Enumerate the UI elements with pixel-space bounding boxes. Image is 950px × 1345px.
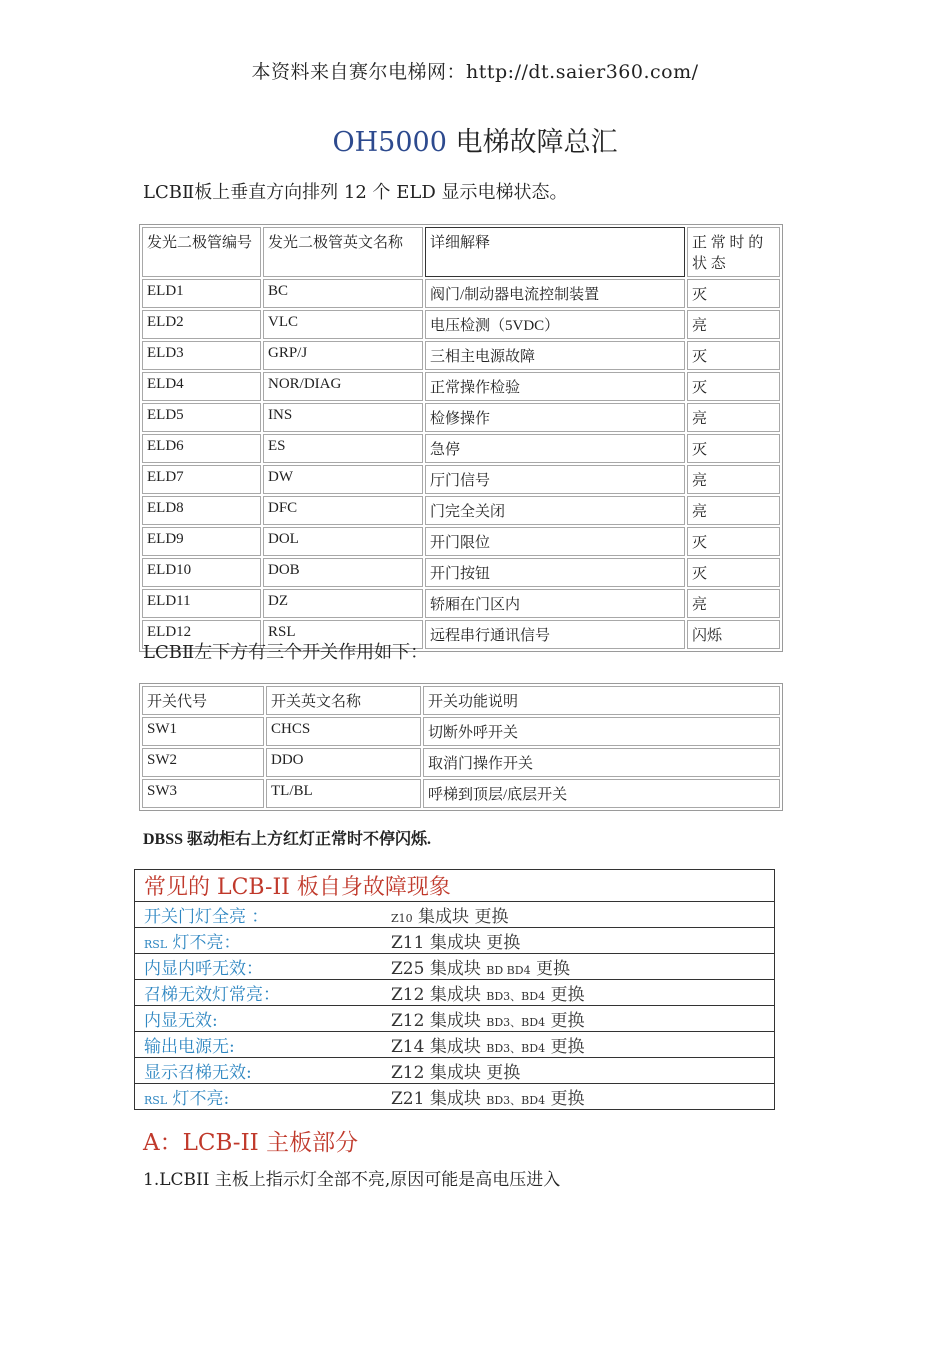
header-cell: 开关代号 <box>142 686 264 715</box>
eld-normal-state: 灭 <box>687 434 780 463</box>
eld-name: GRP/J <box>263 341 423 370</box>
table-row <box>142 465 780 494</box>
remedy-action: 更换 <box>550 1037 585 1057</box>
eld-code: ELD2 <box>142 310 261 339</box>
eld-normal-state: 灭 <box>687 372 780 401</box>
table-row <box>142 717 780 746</box>
fault-remedy <box>382 980 775 1006</box>
table-row <box>135 928 775 954</box>
eld-name: ES <box>263 434 423 463</box>
fault-remedy <box>382 1032 775 1058</box>
table-row <box>142 434 780 463</box>
switch-code: SW2 <box>142 748 264 777</box>
eld-detail: 三相主电源故障 <box>425 341 685 370</box>
remedy-action: 更换 <box>486 933 521 953</box>
table-header-row <box>142 686 780 715</box>
eld-normal-state: 亮 <box>687 403 780 432</box>
symptom-text: 灯不亮： <box>172 933 241 953</box>
header-cell: 发光二极管英文名称 <box>263 227 423 277</box>
title-text: 电梯故障总汇 <box>455 127 618 158</box>
eld-code: ELD6 <box>142 434 261 463</box>
section-a-item-1: 1.LCBII 主板上指示灯全部不亮,原因可能是高电压进入 <box>143 1170 561 1190</box>
title-model-code: OH5000 <box>332 127 447 158</box>
chip-type: 集成块 <box>429 1037 481 1057</box>
table-row <box>135 980 775 1006</box>
board-refs: BD3、BD4 <box>486 990 546 1003</box>
table-row <box>142 527 780 556</box>
chip-type: 集成块 <box>429 1011 481 1031</box>
switch-code: SW3 <box>142 779 264 808</box>
remedy-action: 更换 <box>550 1089 585 1109</box>
table-row <box>135 1032 775 1058</box>
remedy-action: 更换 <box>535 959 570 979</box>
eld-detail: 检修操作 <box>425 403 685 432</box>
table-header-row <box>142 227 780 277</box>
eld-section-intro: LCBⅡ板上垂直方向排列 12 个 ELD 显示电梯状态。 <box>143 182 568 203</box>
source-header: 本资料来自赛尔电梯网：http://dt.saier360.com/ <box>251 61 699 83</box>
switch-function: 呼梯到顶层/底层开关 <box>423 779 780 808</box>
eld-name: BC <box>263 279 423 308</box>
section-a-heading: A：LCB-II 主板部分 <box>143 1130 359 1156</box>
table-row <box>135 954 775 980</box>
fault-symptom: 内显无效: <box>135 1006 383 1032</box>
header-cell: 发光二极管编号 <box>142 227 261 277</box>
table-row <box>135 1058 775 1084</box>
table-row <box>142 748 780 777</box>
eld-name: VLC <box>263 310 423 339</box>
chip-code: Z14 <box>391 1037 425 1057</box>
chip-code: Z25 <box>391 959 425 979</box>
remedy-action: 更换 <box>486 1063 521 1083</box>
remedy-action: 更换 <box>550 985 585 1005</box>
table-row <box>142 279 780 308</box>
fault-remedy <box>382 1084 775 1110</box>
fault-remedy <box>382 1006 775 1032</box>
table-row <box>135 902 775 928</box>
table-row <box>142 779 780 808</box>
eld-code: ELD5 <box>142 403 261 432</box>
chip-type: 集成块 <box>429 985 481 1005</box>
fault-symptom: 显示召梯无效: <box>135 1058 383 1084</box>
eld-detail: 开门按钮 <box>425 558 685 587</box>
table-row <box>142 372 780 401</box>
fault-symptom: 开关门灯全亮 ： <box>135 902 383 928</box>
eld-detail: 厅门信号 <box>425 465 685 494</box>
eld-code: ELD12 <box>142 620 261 649</box>
eld-name: DW <box>263 465 423 494</box>
fault-symptom: 输出电源无: <box>135 1032 383 1058</box>
dbss-note: DBSS 驱动柜右上方红灯正常时不停闪烁. <box>143 831 432 848</box>
eld-name: DOB <box>263 558 423 587</box>
chip-code: Z12 <box>391 1011 425 1031</box>
eld-normal-state: 亮 <box>687 465 780 494</box>
fault-remedy <box>382 902 775 928</box>
chip-type: 集成块 <box>429 933 481 953</box>
switch-code: SW1 <box>142 717 264 746</box>
fault-title-row <box>135 870 775 902</box>
symptom-prefix: RSL <box>144 1094 168 1107</box>
eld-detail: 急停 <box>425 434 685 463</box>
table-row <box>142 403 780 432</box>
fault-table <box>134 869 775 1110</box>
eld-name: DFC <box>263 496 423 525</box>
eld-normal-state: 闪烁 <box>687 620 780 649</box>
eld-code: ELD4 <box>142 372 261 401</box>
symptom-text: 灯不亮: <box>172 1089 230 1109</box>
board-refs: BD3、BD4 <box>486 1094 546 1107</box>
switch-name: TL/BL <box>266 779 421 808</box>
fault-symptom <box>135 928 383 954</box>
eld-normal-state: 亮 <box>687 310 780 339</box>
chip-code: Z12 <box>391 1063 425 1083</box>
fault-remedy <box>382 1058 775 1084</box>
eld-detail: 开门限位 <box>425 527 685 556</box>
eld-normal-state: 灭 <box>687 558 780 587</box>
eld-code: ELD8 <box>142 496 261 525</box>
header-cell: 详细解释 <box>425 227 685 277</box>
eld-name: RSL <box>263 620 423 649</box>
header-cell: 开关英文名称 <box>266 686 421 715</box>
eld-name: DOL <box>263 527 423 556</box>
eld-normal-state: 灭 <box>687 279 780 308</box>
eld-code: ELD1 <box>142 279 261 308</box>
fault-symptom <box>135 1084 383 1110</box>
eld-name: NOR/DIAG <box>263 372 423 401</box>
eld-name: INS <box>263 403 423 432</box>
eld-normal-state: 亮 <box>687 589 780 618</box>
chip-code: Z10 <box>391 912 413 925</box>
eld-name: DZ <box>263 589 423 618</box>
switch-table <box>139 683 783 811</box>
eld-detail: 阀门/制动器电流控制装置 <box>425 279 685 308</box>
table-row <box>142 341 780 370</box>
remedy-action: 更换 <box>550 1011 585 1031</box>
remedy-action: 更换 <box>474 907 509 927</box>
table-row <box>142 310 780 339</box>
chip-type: 集成块 <box>429 1089 481 1109</box>
eld-code: ELD7 <box>142 465 261 494</box>
header-cell: 开关功能说明 <box>423 686 780 715</box>
switch-section-intro: LCBⅡ左下方有三个开关作用如下： <box>143 642 429 663</box>
switch-function: 切断外呼开关 <box>423 717 780 746</box>
eld-normal-state: 灭 <box>687 527 780 556</box>
table-row <box>142 589 780 618</box>
eld-detail: 轿厢在门区内 <box>425 589 685 618</box>
table-row <box>142 558 780 587</box>
eld-detail: 门完全关闭 <box>425 496 685 525</box>
eld-code: ELD9 <box>142 527 261 556</box>
fault-remedy <box>382 954 775 980</box>
document-title <box>0 120 950 159</box>
eld-code: ELD10 <box>142 558 261 587</box>
chip-code: Z21 <box>391 1089 425 1109</box>
switch-name: CHCS <box>266 717 421 746</box>
eld-status-table <box>139 224 783 652</box>
chip-code: Z12 <box>391 985 425 1005</box>
eld-code: ELD11 <box>142 589 261 618</box>
board-refs: BD3、BD4 <box>486 1042 546 1055</box>
eld-detail: 正常操作检验 <box>425 372 685 401</box>
chip-type: 集成块 <box>429 959 481 979</box>
fault-remedy <box>382 928 775 954</box>
chip-type: 集成块 <box>418 907 470 927</box>
table-row <box>142 496 780 525</box>
eld-detail: 远程串行通讯信号 <box>425 620 685 649</box>
fault-symptom: 召梯无效灯常亮： <box>135 980 383 1006</box>
fault-table-title: 常见的 LCB-II 板自身故障现象 <box>135 870 775 902</box>
eld-detail: 电压检测（5VDC） <box>425 310 685 339</box>
switch-name: DDO <box>266 748 421 777</box>
board-refs: BD BD4 <box>486 964 531 977</box>
eld-normal-state: 灭 <box>687 341 780 370</box>
fault-symptom: 内显内呼无效： <box>135 954 383 980</box>
eld-normal-state: 亮 <box>687 496 780 525</box>
chip-type: 集成块 <box>429 1063 481 1083</box>
header-cell: 正 常 时 的 状 态 <box>687 227 780 277</box>
switch-function: 取消门操作开关 <box>423 748 780 777</box>
symptom-prefix: RSL <box>144 938 168 951</box>
board-refs: BD3、BD4 <box>486 1016 546 1029</box>
chip-code: Z11 <box>391 933 425 953</box>
table-row <box>135 1006 775 1032</box>
table-row <box>135 1084 775 1110</box>
eld-code: ELD3 <box>142 341 261 370</box>
